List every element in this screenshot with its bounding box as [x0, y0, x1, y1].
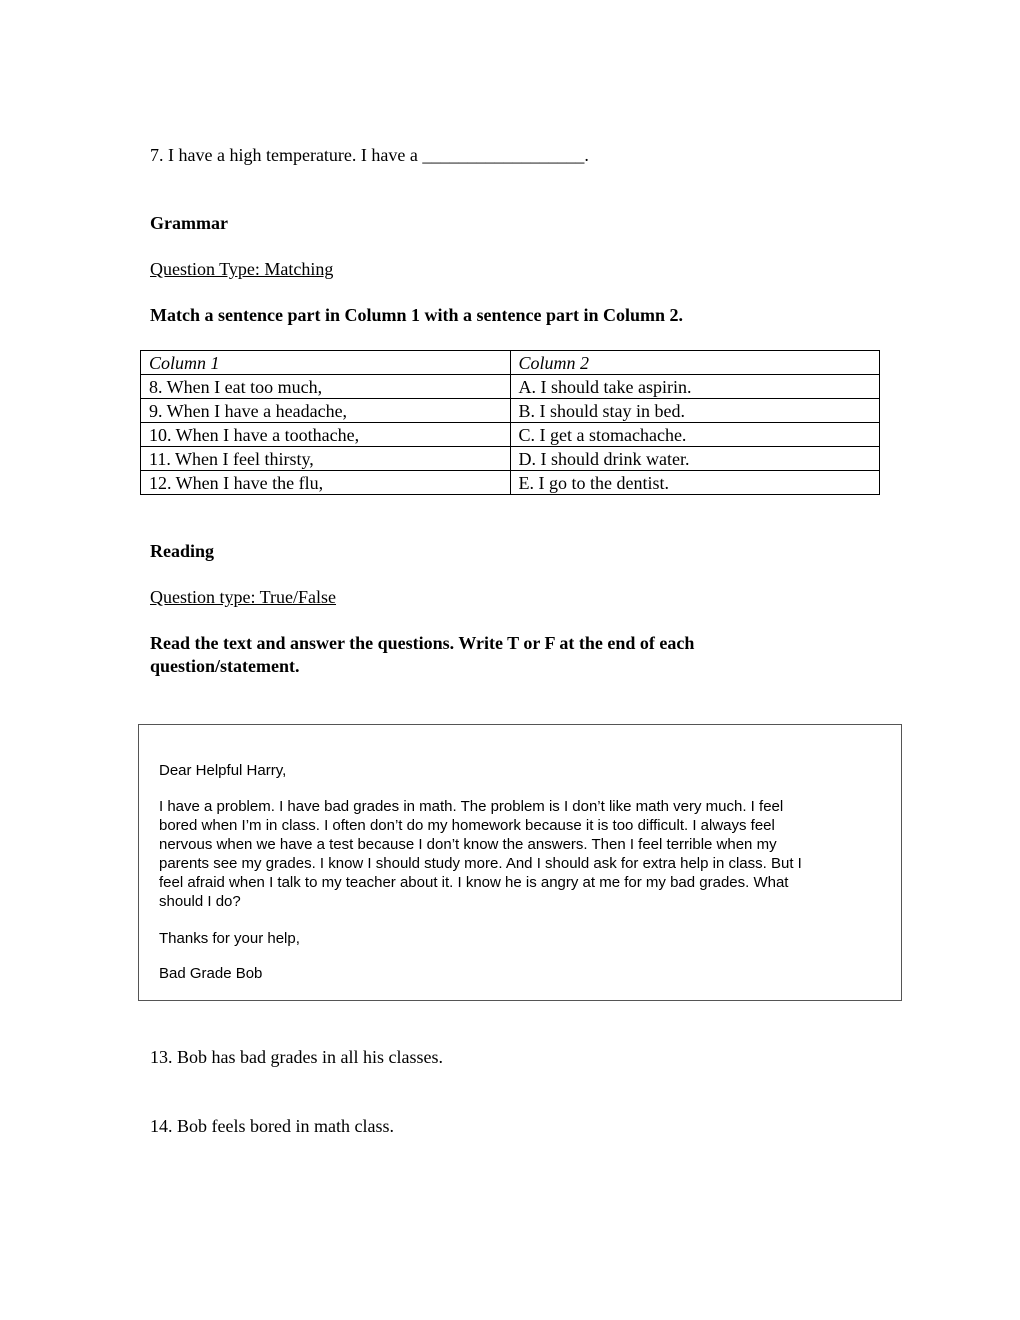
letter-line: should I do?	[159, 893, 241, 910]
grammar-heading: Grammar	[150, 213, 228, 233]
letter-line: nervous when we have a test because I don’t know the answers. Then I feel terrible when my	[159, 836, 777, 853]
reading-instruction-line: Read the text and answer the questions. Write T or F at the end of each	[150, 633, 695, 653]
letter-box	[138, 724, 902, 1001]
reading-question-type: Question type: True/False	[150, 587, 337, 607]
letter-line: I have a problem. I have bad grades in math. The problem is I don’t like math very much. I feel	[159, 798, 784, 815]
table-header-row	[141, 351, 880, 375]
table-cell: 11. When I feel thirsty,	[141, 447, 511, 471]
letter-signature: Bad Grade Bob	[159, 965, 263, 982]
table-row	[141, 447, 880, 471]
letter-line: parents see my grades. I know I should study more. And I should ask for extra help in class. But I	[159, 855, 802, 872]
grammar-instruction: Match a sentence part in Column 1 with a sentence part in Column 2.	[150, 305, 683, 325]
table-cell: D. I should drink water.	[510, 447, 880, 471]
reading-instruction-line: question/statement.	[150, 656, 300, 676]
question-14: 14. Bob feels bored in math class.	[150, 1116, 394, 1136]
table-row	[141, 471, 880, 495]
reading-heading: Reading	[150, 541, 215, 561]
table-cell: A. I should take aspirin.	[510, 375, 880, 399]
column-1-header: Column 1	[141, 351, 511, 375]
table-cell: 8. When I eat too much,	[141, 375, 511, 399]
table-cell: C. I get a stomachache.	[510, 423, 880, 447]
column-2-header: Column 2	[510, 351, 880, 375]
table-cell: 12. When I have the flu,	[141, 471, 511, 495]
table-cell: E. I go to the dentist.	[510, 471, 880, 495]
grammar-question-type: Question Type: Matching	[150, 259, 334, 279]
letter-line: feel afraid when I talk to my teacher about it. I know he is angry at me for my bad grades. What	[159, 874, 789, 891]
table-row	[141, 375, 880, 399]
letter-line: bored when I’m in class. I often don’t do my homework because it is too difficult. I always feel	[159, 817, 775, 834]
letter-closing: Thanks for your help,	[159, 930, 300, 947]
table-row	[141, 399, 880, 423]
table-cell: 10. When I have a toothache,	[141, 423, 511, 447]
letter-greeting: Dear Helpful Harry,	[159, 762, 287, 779]
table-row	[141, 423, 880, 447]
table-cell: B. I should stay in bed.	[510, 399, 880, 423]
matching-table	[140, 350, 880, 495]
question-13: 13. Bob has bad grades in all his classes.	[150, 1047, 443, 1067]
table-cell: 9. When I have a headache,	[141, 399, 511, 423]
question-7: 7. I have a high temperature. I have a __________________.	[150, 145, 589, 165]
